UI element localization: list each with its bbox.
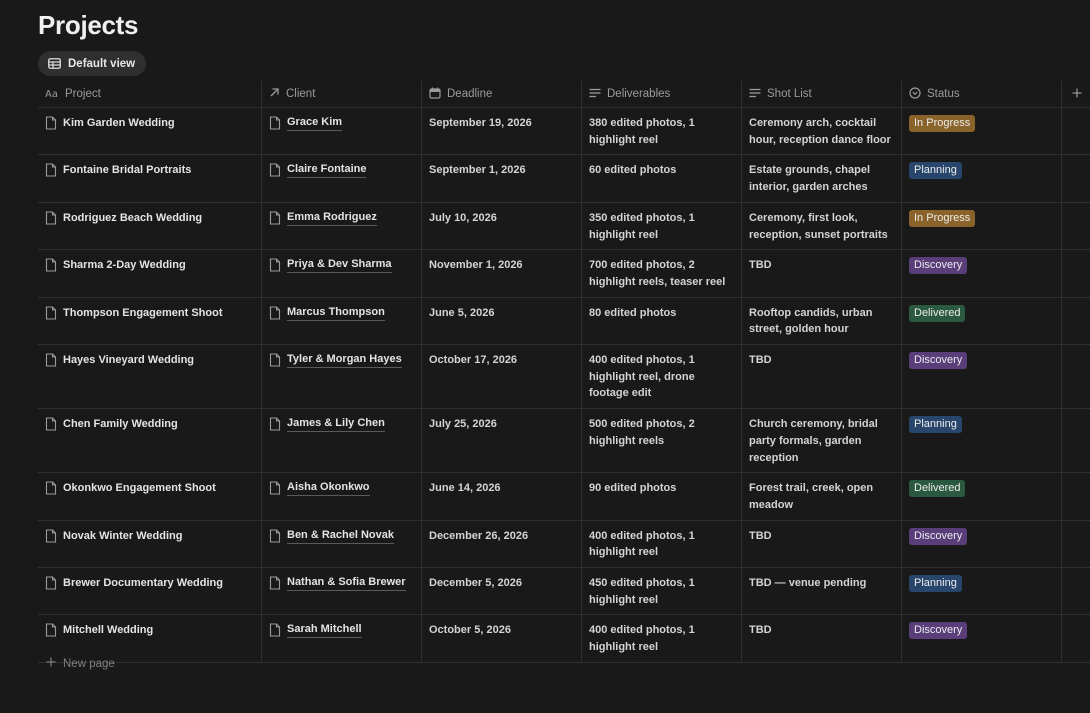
shot-list-cell[interactable] bbox=[742, 203, 902, 249]
deadline-cell[interactable] bbox=[422, 108, 582, 154]
page-icon bbox=[269, 306, 281, 326]
deadline-cell[interactable] bbox=[422, 250, 582, 296]
deliverables-value: 80 edited photos bbox=[589, 306, 677, 319]
deliverables-cell[interactable] bbox=[582, 108, 742, 154]
text-property-icon bbox=[589, 88, 601, 101]
deadline-cell[interactable] bbox=[422, 298, 582, 344]
deadline-value: June 14, 2026 bbox=[429, 482, 501, 495]
client-cell[interactable] bbox=[262, 298, 422, 344]
client-link[interactable]: Priya & Dev Sharma bbox=[287, 257, 392, 273]
empty-cell bbox=[1062, 298, 1090, 344]
deadline-cell[interactable] bbox=[422, 473, 582, 519]
page-icon bbox=[269, 481, 281, 501]
column-header-client[interactable]: Client bbox=[262, 81, 422, 107]
column-header-deadline[interactable]: Deadline bbox=[422, 81, 582, 107]
status-cell[interactable] bbox=[902, 409, 1062, 472]
shot-list-value: Estate grounds, chapel interior, garden arches bbox=[749, 164, 871, 194]
deliverables-value: 700 edited photos, 2 highlight reels, teaser reel bbox=[589, 259, 726, 288]
client-link[interactable]: Marcus Thompson bbox=[287, 305, 385, 321]
deadline-value: December 26, 2026 bbox=[429, 529, 529, 542]
deadline-value: November 1, 2026 bbox=[429, 259, 523, 272]
table-row[interactable] bbox=[38, 568, 1090, 615]
page-icon bbox=[269, 623, 281, 643]
status-cell[interactable] bbox=[902, 298, 1062, 344]
shot-list-value: TBD — venue pending bbox=[749, 577, 867, 590]
project-cell[interactable] bbox=[38, 155, 262, 201]
column-header-deliverables[interactable]: Deliverables bbox=[582, 81, 742, 107]
deliverables-value: 60 edited photos bbox=[589, 164, 677, 177]
svg-text:Aa: Aa bbox=[45, 88, 58, 98]
status-cell[interactable] bbox=[902, 345, 1062, 408]
deadline-cell[interactable] bbox=[422, 345, 582, 408]
deadline-cell[interactable] bbox=[422, 568, 582, 614]
client-cell[interactable] bbox=[262, 615, 422, 661]
status-badge: In Progress bbox=[909, 115, 975, 132]
projects-table bbox=[38, 81, 1090, 663]
shot-list-cell[interactable] bbox=[742, 108, 902, 154]
project-name[interactable]: Hayes Vineyard Wedding bbox=[63, 354, 195, 367]
project-cell[interactable] bbox=[38, 250, 262, 296]
status-cell[interactable] bbox=[902, 108, 1062, 154]
empty-cell bbox=[1062, 615, 1090, 661]
shot-list-value: TBD bbox=[749, 529, 772, 542]
client-link[interactable]: James & Lily Chen bbox=[287, 416, 385, 432]
client-cell[interactable] bbox=[262, 203, 422, 249]
text-property-icon bbox=[749, 88, 761, 101]
shot-list-value: TBD bbox=[749, 259, 772, 272]
table-icon bbox=[48, 58, 61, 69]
client-link[interactable]: Tyler & Morgan Hayes bbox=[287, 352, 402, 368]
status-cell[interactable] bbox=[902, 568, 1062, 614]
page-title: Projects bbox=[38, 10, 139, 40]
client-link[interactable]: Ben & Rachel Novak bbox=[287, 528, 394, 544]
table-row[interactable] bbox=[38, 108, 1090, 155]
project-name[interactable]: Fontaine Bridal Portraits bbox=[63, 164, 192, 177]
shot-list-cell[interactable] bbox=[742, 345, 902, 408]
status-badge: Delivered bbox=[909, 480, 965, 497]
page-icon bbox=[45, 353, 57, 373]
project-name[interactable]: Brewer Documentary Wedding bbox=[63, 577, 223, 590]
table-row[interactable] bbox=[38, 345, 1090, 409]
table-body bbox=[38, 108, 1090, 663]
shot-list-cell[interactable] bbox=[742, 568, 902, 614]
empty-cell bbox=[1062, 473, 1090, 519]
deadline-value: June 5, 2026 bbox=[429, 306, 495, 319]
project-cell[interactable] bbox=[38, 298, 262, 344]
deliverables-cell[interactable] bbox=[582, 298, 742, 344]
view-label: Default view bbox=[68, 57, 136, 70]
page-icon bbox=[269, 116, 281, 136]
project-name[interactable]: Chen Family Wedding bbox=[63, 418, 178, 431]
status-badge: Planning bbox=[909, 416, 962, 433]
page-icon bbox=[45, 417, 57, 437]
deliverables-cell[interactable] bbox=[582, 203, 742, 249]
project-name[interactable]: Okonkwo Engagement Shoot bbox=[63, 482, 216, 495]
project-cell[interactable] bbox=[38, 568, 262, 614]
deliverables-cell[interactable] bbox=[582, 250, 742, 296]
status-badge: Planning bbox=[909, 575, 962, 592]
project-name[interactable]: Novak Winter Wedding bbox=[63, 529, 183, 542]
deadline-cell[interactable] bbox=[422, 409, 582, 472]
deliverables-cell[interactable] bbox=[582, 615, 742, 661]
page-icon bbox=[45, 116, 57, 136]
deliverables-cell[interactable] bbox=[582, 155, 742, 201]
client-cell[interactable] bbox=[262, 250, 422, 296]
page-icon bbox=[45, 258, 57, 278]
project-cell[interactable] bbox=[38, 409, 262, 472]
deadline-value: July 25, 2026 bbox=[429, 418, 497, 431]
deadline-value: September 1, 2026 bbox=[429, 164, 526, 177]
deliverables-cell[interactable] bbox=[582, 521, 742, 567]
page-icon bbox=[45, 623, 57, 643]
deliverables-cell[interactable] bbox=[582, 568, 742, 614]
deadline-cell[interactable] bbox=[422, 615, 582, 661]
empty-cell bbox=[1062, 108, 1090, 154]
status-badge: Discovery bbox=[909, 352, 967, 369]
project-name[interactable]: Rodriguez Beach Wedding bbox=[63, 211, 203, 224]
deliverables-value: 90 edited photos bbox=[589, 482, 677, 495]
status-badge: Discovery bbox=[909, 257, 967, 274]
deliverables-value: 450 edited photos, 1 highlight reel bbox=[589, 577, 695, 606]
column-header-shot-list[interactable]: Shot List bbox=[742, 81, 902, 107]
client-link[interactable]: Claire Fontaine bbox=[287, 162, 366, 178]
default-view-tab[interactable] bbox=[38, 51, 146, 76]
project-cell[interactable] bbox=[38, 615, 262, 661]
page-icon bbox=[269, 576, 281, 596]
shot-list-cell[interactable] bbox=[742, 250, 902, 296]
deliverables-value: 500 edited photos, 2 highlight reels bbox=[589, 418, 695, 447]
status-badge: Discovery bbox=[909, 622, 967, 639]
deadline-cell[interactable] bbox=[422, 203, 582, 249]
project-name[interactable]: Sharma 2-Day Wedding bbox=[63, 259, 186, 272]
page-icon bbox=[45, 211, 57, 231]
client-cell[interactable] bbox=[262, 473, 422, 519]
status-badge: Delivered bbox=[909, 305, 965, 322]
project-cell[interactable] bbox=[38, 473, 262, 519]
shot-list-value: TBD bbox=[749, 354, 772, 367]
shot-list-cell[interactable] bbox=[742, 155, 902, 201]
client-link[interactable]: Aisha Okonkwo bbox=[287, 480, 370, 496]
shot-list-value: Rooftop candids, urban street, golden hour bbox=[749, 306, 873, 336]
table-row[interactable] bbox=[38, 155, 1090, 202]
shot-list-cell[interactable] bbox=[742, 298, 902, 344]
client-cell[interactable] bbox=[262, 521, 422, 567]
project-cell[interactable] bbox=[38, 203, 262, 249]
deliverables-value: 400 edited photos, 1 highlight reel bbox=[589, 624, 695, 654]
deliverables-value: 400 edited photos, 1 highlight reel, drone footage edit bbox=[589, 354, 695, 400]
plus-icon bbox=[46, 657, 56, 670]
deadline-value: July 10, 2026 bbox=[429, 211, 497, 224]
page-icon bbox=[45, 529, 57, 549]
page-icon bbox=[269, 417, 281, 437]
client-link[interactable]: Sarah Mitchell bbox=[287, 622, 362, 638]
client-cell[interactable] bbox=[262, 409, 422, 472]
column-header-project[interactable]: Aa Project bbox=[38, 81, 262, 107]
status-cell[interactable] bbox=[902, 615, 1062, 661]
empty-cell bbox=[1062, 203, 1090, 249]
page-icon bbox=[45, 576, 57, 596]
deadline-value: December 5, 2026 bbox=[429, 577, 522, 590]
shot-list-cell[interactable] bbox=[742, 521, 902, 567]
status-cell[interactable] bbox=[902, 203, 1062, 249]
page-icon bbox=[269, 163, 281, 183]
project-name[interactable]: Mitchell Wedding bbox=[63, 624, 154, 637]
project-name[interactable]: Kim Garden Wedding bbox=[63, 117, 175, 129]
add-property-button[interactable] bbox=[1062, 81, 1090, 107]
page-icon bbox=[269, 529, 281, 549]
plus-icon bbox=[1072, 88, 1082, 101]
shot-list-cell[interactable] bbox=[742, 409, 902, 472]
empty-cell bbox=[1062, 409, 1090, 472]
empty-cell bbox=[1062, 155, 1090, 201]
table-row[interactable] bbox=[38, 298, 1090, 345]
client-cell[interactable] bbox=[262, 155, 422, 201]
shot-list-cell[interactable] bbox=[742, 615, 902, 661]
deadline-cell[interactable] bbox=[422, 521, 582, 567]
status-badge: Planning bbox=[909, 162, 962, 179]
new-page-button[interactable]: New page bbox=[46, 657, 115, 670]
table-row[interactable] bbox=[38, 250, 1090, 297]
status-cell[interactable] bbox=[902, 521, 1062, 567]
client-link[interactable]: Grace Kim bbox=[287, 115, 342, 131]
page-icon bbox=[45, 163, 57, 183]
empty-cell bbox=[1062, 568, 1090, 614]
deliverables-cell[interactable] bbox=[582, 409, 742, 472]
status-property-icon bbox=[909, 87, 921, 102]
relation-arrow-icon bbox=[269, 87, 280, 101]
page-icon bbox=[269, 211, 281, 231]
table-row[interactable] bbox=[38, 473, 1090, 520]
shot-list-cell[interactable] bbox=[742, 473, 902, 519]
status-badge: Discovery bbox=[909, 528, 967, 545]
project-cell[interactable] bbox=[38, 345, 262, 408]
shot-list-value: Ceremony arch, cocktail hour, reception dance floor bbox=[749, 117, 891, 146]
column-header-status[interactable]: Status bbox=[902, 81, 1062, 107]
client-link[interactable]: Emma Rodriguez bbox=[287, 210, 377, 226]
project-cell[interactable] bbox=[38, 521, 262, 567]
title-property-icon bbox=[45, 88, 59, 101]
status-cell[interactable] bbox=[902, 473, 1062, 519]
shot-list-value: TBD bbox=[749, 624, 772, 637]
deliverables-value: 400 edited photos, 1 highlight reel bbox=[589, 529, 695, 559]
shot-list-value: Forest trail, creek, open meadow bbox=[749, 482, 874, 511]
deadline-value: October 5, 2026 bbox=[429, 624, 511, 637]
status-badge: In Progress bbox=[909, 210, 975, 227]
project-name[interactable]: Thompson Engagement Shoot bbox=[63, 306, 223, 319]
empty-cell bbox=[1062, 345, 1090, 408]
status-cell[interactable] bbox=[902, 250, 1062, 296]
project-cell[interactable] bbox=[38, 108, 262, 154]
deliverables-value: 350 edited photos, 1 highlight reel bbox=[589, 211, 695, 241]
deliverables-cell[interactable] bbox=[582, 473, 742, 519]
table-header bbox=[38, 81, 1090, 108]
deliverables-value: 380 edited photos, 1 highlight reel bbox=[589, 117, 695, 146]
page-icon bbox=[45, 481, 57, 501]
table-row[interactable] bbox=[38, 203, 1090, 250]
page-icon bbox=[45, 306, 57, 326]
deadline-value: October 17, 2026 bbox=[429, 354, 518, 367]
table-row[interactable] bbox=[38, 615, 1090, 662]
deadline-value: September 19, 2026 bbox=[429, 117, 532, 129]
shot-list-value: Ceremony, first look, reception, sunset portraits bbox=[749, 211, 888, 241]
table-row[interactable] bbox=[38, 409, 1090, 473]
page-icon bbox=[269, 353, 281, 373]
client-cell[interactable] bbox=[262, 345, 422, 408]
empty-cell bbox=[1062, 250, 1090, 296]
empty-cell bbox=[1062, 521, 1090, 567]
client-cell[interactable] bbox=[262, 108, 422, 154]
deliverables-cell[interactable] bbox=[582, 345, 742, 408]
shot-list-value: Church ceremony, bridal party formals, garden reception bbox=[749, 418, 878, 464]
client-cell[interactable] bbox=[262, 568, 422, 614]
page-icon bbox=[269, 258, 281, 278]
deadline-cell[interactable] bbox=[422, 155, 582, 201]
table-row[interactable] bbox=[38, 521, 1090, 568]
calendar-icon bbox=[429, 87, 441, 102]
client-link[interactable]: Nathan & Sofia Brewer bbox=[287, 575, 406, 591]
status-cell[interactable] bbox=[902, 155, 1062, 201]
